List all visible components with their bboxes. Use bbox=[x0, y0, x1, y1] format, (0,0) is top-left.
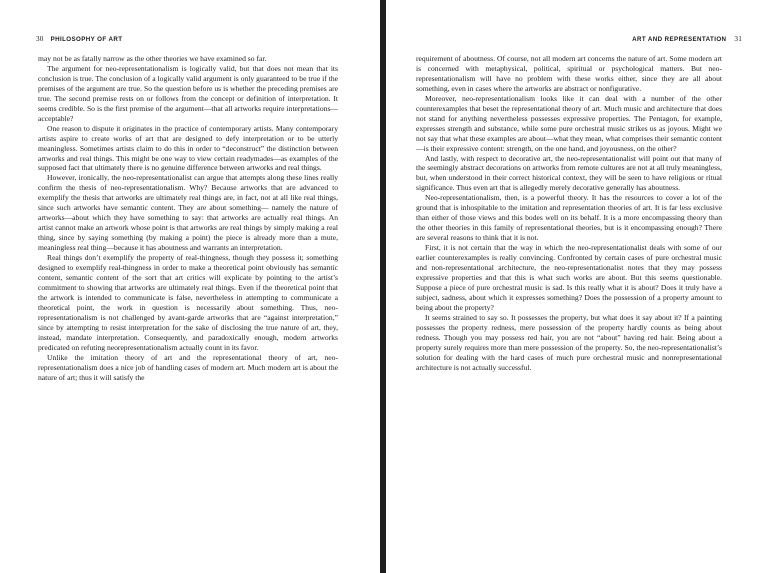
left-page-number: 30 bbox=[36, 35, 44, 43]
left-paragraph: One reason to dispute it originates in the practice of contemporary artists. Many contemporary artists aspire to create works of art that are designed to defy interpretation or to be utterly meaningless. Sometimes artists claim to do this in order to “deconstruct” the distinction between artworks and real things. This might be one way to view certain readymades—as examples of the supposed fact that ultimately there is no genuine difference between artworks and real things. bbox=[38, 123, 338, 173]
right-paragraph: First, it is not certain that the way in which the neo-representationalist deals with some of our earlier counterexamples is really convincing. Confronted by certain cases of pure orchestral music and non-representational architecture, the neo-representationalist notes that they may possess expressive properties and that this is what such works are about. But this seems questionable. Suppose a piece of pure orchestral music is sad. Is this really what it is about? Does it truly have a subject, sadness, about which it expresses something? Does the possession of a property amount to being about the property? bbox=[416, 243, 722, 312]
right-paragraph: It seems strained to say so. It possesses the property, but what does it say about it? If a painting possesses the property redness, mere possession of the property hardly counts as being about redness. Though you may possess red hair, you are not “about” having red hair. Being about a property surely requires more than mere possession of the property. So, the neo-representationalist’s solution for dealing with the hard cases of much pure orchestral music and nonrepresentational architecture is not actually successful. bbox=[416, 312, 722, 372]
right-paragraph: Moreover, neo-representationalism looks like it can deal with a number of the other counterexamples that beset the representational theory of art. Much music and architecture that does not stand for anything nevertheless possesses expressive properties. The Pentagon, for example, expresses strength and substance, while some pure orchestral music strikes us as joyous. Might we not say that what these examples are about—what they mean, what comprises their semantic content—is their expressive content: strength, on the one hand, and joyousness, on the other? bbox=[416, 93, 722, 153]
left-paragraph: Unlike the imitation theory of art and the representational theory of art, neo-representationalism does a nice job of handling cases of modern art. Much modern art is about the nature of art; thus it will satisfy the bbox=[38, 352, 338, 382]
right-paragraph: And lastly, with respect to decorative art, the neo-representationalist will point out that many of the seemingly abstract decorations on artworks from remote cultures are not at all truly meaningless, but, when understood in their correct historical context, they will be seen to have religious or ritual significance. Thus even art that is allegedly merely decorative generally has aboutness. bbox=[416, 153, 722, 193]
right-running-head: ART AND REPRESENTATION bbox=[632, 36, 727, 43]
right-page bbox=[386, 0, 768, 573]
left-paragraph: may not be as fatally narrow as the other theories we have examined so far. bbox=[38, 54, 267, 63]
right-paragraph: Neo-representationalism, then, is a powerful theory. It has the resources to cover a lot of the ground that is inhospitable to the imitation and representation theories of art. It is far less exclusive than either of those views and this bodes well on its behalf. It is a more encompassing theory than the other theories in this family of representational theories, but is it encompassing enough? There are several reasons to think that it is not. bbox=[416, 193, 722, 243]
right-page-number: 31 bbox=[734, 35, 742, 43]
right-page-header bbox=[416, 33, 742, 45]
left-paragraph: Real things don’t exemplify the property of real-thingness, though they possess it; something designed to exemplify real-thingness in order to make a theoretical point obviously has semantic content, semantic content of the sort that art critics will explicate by pointing to the artist’s commitment to showing that artworks are ultimately real things. Even if the theoretical point that the artwork is intended to communicate is false, nevertheless in attempting to communicate a theoretical point, the work in question is necessarily about something. Thus, neo-representationalism is not challenged by avant-garde artworks that are “against interpretation,” since by attempting to resist interpretation for the sake of disclosing the true nature of art, they, instead, mandate interpretation. Consequently, and paradoxically enough, modern artworks predicated on refuting neorepresentationalism actually count in its favor. bbox=[38, 253, 338, 352]
left-paragraph: The argument for neo-representationalism is logically valid, but that does not mean that its conclusion is true. The conclusion of a logically valid argument is only guaranteed to be true if the premises of the argument are true. So the question before us is whether the preceding premises are true. The second premise rests on or follows from the concept or definition of interpretation. It seems credible. So is the first premise of the argument—that all artworks require interpretations—acceptable? bbox=[38, 63, 338, 123]
left-paragraph: However, ironically, the neo-representationalist can argue that attempts along these lines really confirm the thesis of neo-representationalism. Why? Because artworks that are advanced to exemplify the thesis that artworks are ultimately real things are, in fact, not at all like real things, since such artworks have semantic content. They are about something— namely the nature of artworks—about which they have something to say: that artworks are actually real things. An artist cannot make an artwork whose point is that artworks are real things by simply making a real thing, since by saying something (by making a point) the piece is already more than a mute, meaningless real thing—because it has aboutness and warrants an interpretation. bbox=[38, 173, 338, 253]
right-page-body bbox=[416, 54, 722, 373]
right-paragraph: requirement of aboutness. Of course, not all modern art concerns the nature of art. Some modern art is concerned with metaphysical, political, spiritual or psychological matters. But neo-representationalism will have no problem with these works either, since they are all about something, even in cases where the artworks are abstract or nonfigurative. bbox=[416, 54, 722, 93]
left-page-header bbox=[36, 33, 360, 45]
left-page bbox=[0, 0, 380, 573]
left-page-body bbox=[38, 54, 338, 382]
left-running-head: PHILOSOPHY OF ART bbox=[50, 36, 123, 43]
